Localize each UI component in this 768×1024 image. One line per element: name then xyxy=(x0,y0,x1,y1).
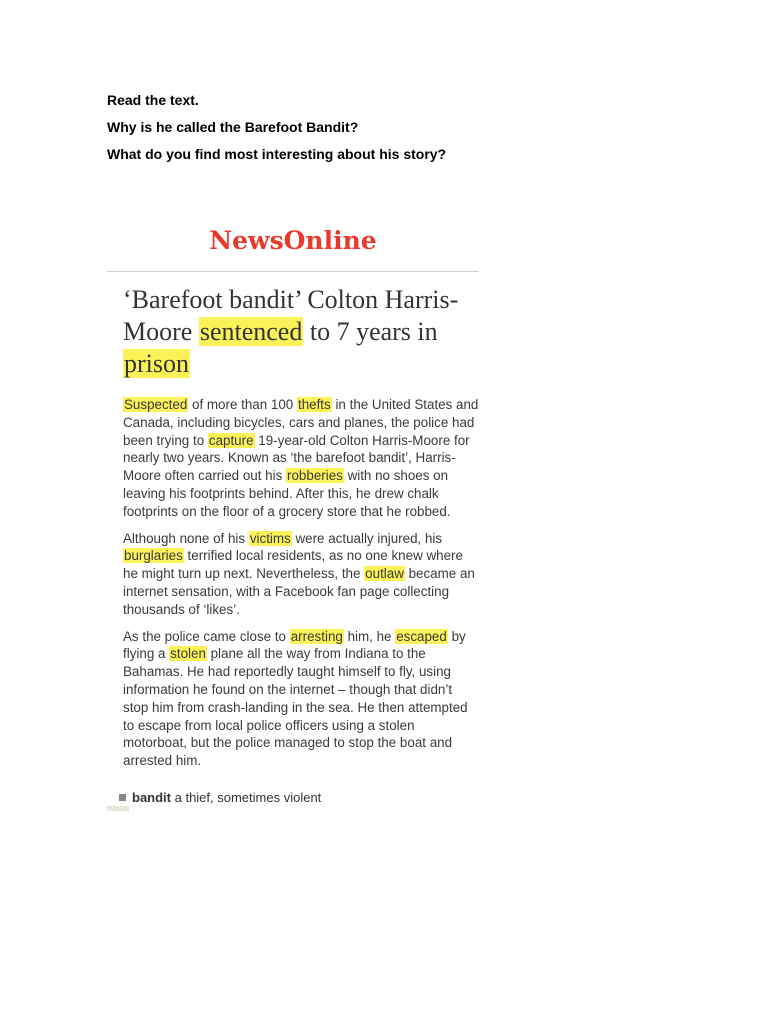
headline-highlight-prison: prison xyxy=(124,349,189,378)
masthead-logo: NewsOnline xyxy=(209,226,377,255)
instruction-question-1: Why is he called the Barefoot Bandit? xyxy=(107,119,359,135)
highlighted-word: Suspected xyxy=(124,397,188,412)
paragraph-text: became an internet sensation, with a Facebook fan page collecting thousands of ‘likes’. xyxy=(123,566,475,617)
paragraph-text: Although none of his xyxy=(123,530,249,546)
instruction-read: Read the text. xyxy=(107,92,199,108)
highlighted-word: robberies xyxy=(287,468,343,484)
headline-text-1: ‘Barefoot bandit’ Colton Harris-Moore xyxy=(123,285,459,346)
headline-highlight-sentenced: sentenced xyxy=(199,317,303,346)
paragraph-text: As the police came close to xyxy=(123,628,290,644)
article-paragraph xyxy=(123,396,479,521)
highlighted-word: thefts xyxy=(297,397,331,412)
paragraph-text: in the United States and Canada, including bicycles, cars and planes, the police had been trying to xyxy=(123,397,479,448)
paragraph-text: with no shoes on leaving his footprints behind. After this, he drew chalk footprints on the floor of a grocery store that he robbed. xyxy=(123,468,451,519)
square-bullet-icon xyxy=(119,794,126,801)
highlighted-word: burglaries xyxy=(124,548,183,564)
scan-edge-mark xyxy=(107,806,129,811)
highlighted-word: victims xyxy=(249,530,291,546)
glossary-footnote xyxy=(119,790,321,805)
article-body xyxy=(123,396,479,779)
article-headline xyxy=(123,284,468,380)
instructions xyxy=(107,90,446,171)
paragraph-text: him, he xyxy=(343,628,396,644)
glossary-term: bandit xyxy=(132,790,171,805)
paragraph-text: plane all the way from Indiana to the Bahamas. He had reportedly taught himself to fly, using information he found on the internet – though that didn’t stop him from crash-landing in the sea. He then attempted to escape from local police officers using a stolen motorboat, but the police managed to stop the boat and arrested him. xyxy=(123,646,468,769)
news-article-clipping xyxy=(107,220,479,812)
highlighted-word: stolen xyxy=(170,646,206,662)
paragraph-text: terrified local residents, as no one knew where he might turn up next. Nevertheless, the xyxy=(123,548,463,582)
paragraph-text: 19-year-old Colton Harris-Moore for nearly two years. Known as ‘the barefoot bandit’, Harris-Moore often carried out his xyxy=(123,432,470,484)
paragraph-text: of more than 100 xyxy=(188,397,297,412)
instruction-question-2: What do you find most interesting about his story? xyxy=(107,146,447,162)
article-paragraph xyxy=(123,530,479,619)
highlighted-word: arresting xyxy=(290,628,343,644)
masthead-divider xyxy=(107,271,479,272)
headline-text-2: to 7 years in xyxy=(303,317,438,346)
paragraph-text: by flying a xyxy=(123,628,466,662)
highlighted-word: escaped xyxy=(396,628,447,644)
highlighted-word: capture xyxy=(208,432,254,448)
glossary-definition: a thief, sometimes violent xyxy=(171,790,322,805)
highlighted-word: outlaw xyxy=(365,566,404,582)
article-paragraph xyxy=(123,628,479,770)
paragraph-text: were actually injured, his xyxy=(291,530,443,546)
